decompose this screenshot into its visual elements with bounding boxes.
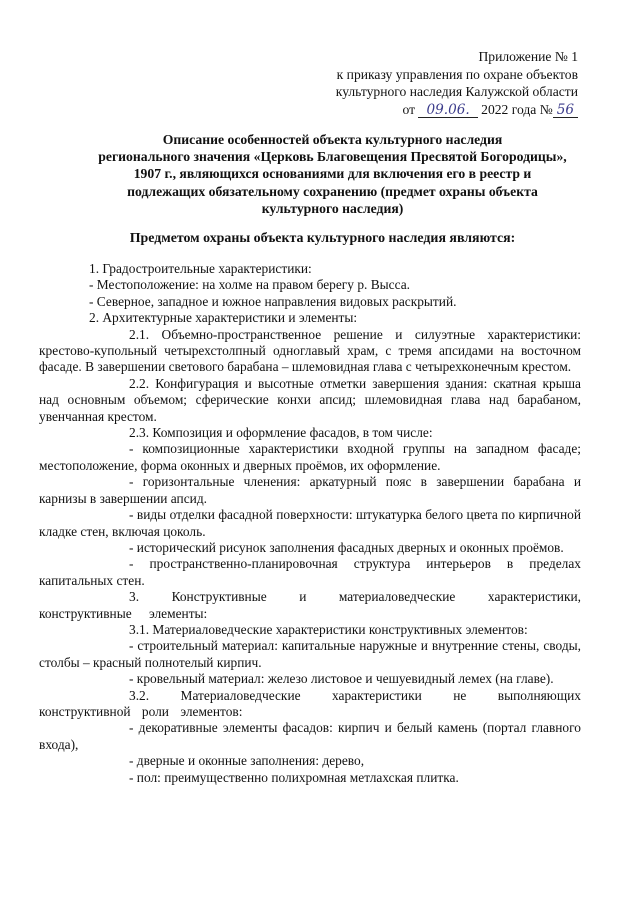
paragraph: - исторический рисунок заполнения фасадных дверных и оконных проёмов. — [129, 539, 564, 555]
date-prefix: от — [402, 101, 416, 117]
paragraph: 3. Конструктивные и материаловедческие характеристики, конструктивные элементы: — [39, 589, 581, 621]
paragraph: - пол: преимущественно полихромная метлахская плитка. — [129, 769, 459, 785]
paragraph: 2.2. Конфигурация и высотные отметки завершения здания: скатная крыша над основным объемом; сферические конхи апсид; шлемовидная глава над барабаном, увенчанная крестом. — [39, 375, 581, 424]
paragraph: - виды отделки фасадной поверхности: штукатурка белого цвета по кирпичной кладке стен, включая цоколь. — [39, 507, 581, 539]
appendix-label: Приложение № 1 — [478, 49, 578, 64]
paragraph: 2.3. Композиция и оформление фасадов, в том числе: — [129, 425, 433, 441]
order-reference: к приказу управления по охране объектов — [336, 66, 578, 82]
paragraph: - Северное, западное и южное направления видовых раскрытий. — [89, 293, 457, 309]
paragraph: - дверные и оконные заполнения: дерево, — [129, 753, 365, 769]
document-title — [60, 131, 605, 217]
paragraph: - пространственно-планировочная структура интерьеров в пределах капитальных стен. — [39, 556, 581, 588]
paragraph: - декоративные элементы фасадов: кирпич и белый камень (портал главного входа), — [39, 720, 581, 752]
title-line-4: подлежащих обязательному сохранению (предмет охраны объекта — [127, 183, 538, 199]
paragraph: 3.2. Материаловедческие характеристики не выполняющих конструктивной роли элементов: — [39, 687, 581, 719]
order-date-line — [300, 101, 578, 119]
authority-name: культурного наследия Калужской области — [335, 84, 578, 99]
paragraph: 2.1. Объемно-пространственное решение и силуэтные характеристики: крестово-купольный четырехстолпный одноглавый храм, с тремя апсидами на восточном фасаде. В завершении светового барабана – шлемовидная глава с четырехконечным крестом. — [39, 326, 581, 375]
section-heading: Предметом охраны объекта культурного наследия являются: — [129, 231, 516, 246]
paragraph: - строительный материал: капитальные наружные и внутренние стены, своды, столбы – красный полнотелый кирпич. — [39, 638, 581, 670]
handwritten-date: 09.06. — [418, 103, 477, 118]
date-suffix: 2022 года № — [481, 101, 553, 117]
paragraph: - композиционные характеристики входной группы на западном фасаде; местоположение, форма оконных и дверных проёмов, их оформление. — [39, 441, 581, 473]
paragraph: 3.1. Материаловедческие характеристики конструктивных элементов: — [129, 621, 528, 637]
document-header — [300, 48, 578, 118]
document-body — [39, 261, 581, 786]
paragraph: - кровельный материал: железо листовое и чешуевидный лемех (на главе). — [129, 671, 554, 687]
paragraph: 1. Градостроительные характеристики: — [89, 261, 312, 276]
title-line-3: 1907 г., являющихся основаниями для включения его в реестр и — [133, 166, 532, 182]
title-line-1: Описание особенностей объекта культурного наследия — [162, 132, 503, 147]
paragraph: - Местоположение: на холме на правом берегу р. Высса. — [89, 277, 410, 293]
title-line-5: культурного наследия) — [261, 200, 404, 216]
handwritten-order-number: 56 — [553, 103, 578, 118]
paragraph: 2. Архитектурные характеристики и элементы: — [89, 310, 358, 326]
title-line-2: регионального значения «Церковь Благовещения Пресвятой Богородицы», — [98, 149, 567, 165]
paragraph: - горизонтальные членения: аркатурный пояс в завершении барабана и карнизы в завершении апсид. — [39, 474, 581, 506]
